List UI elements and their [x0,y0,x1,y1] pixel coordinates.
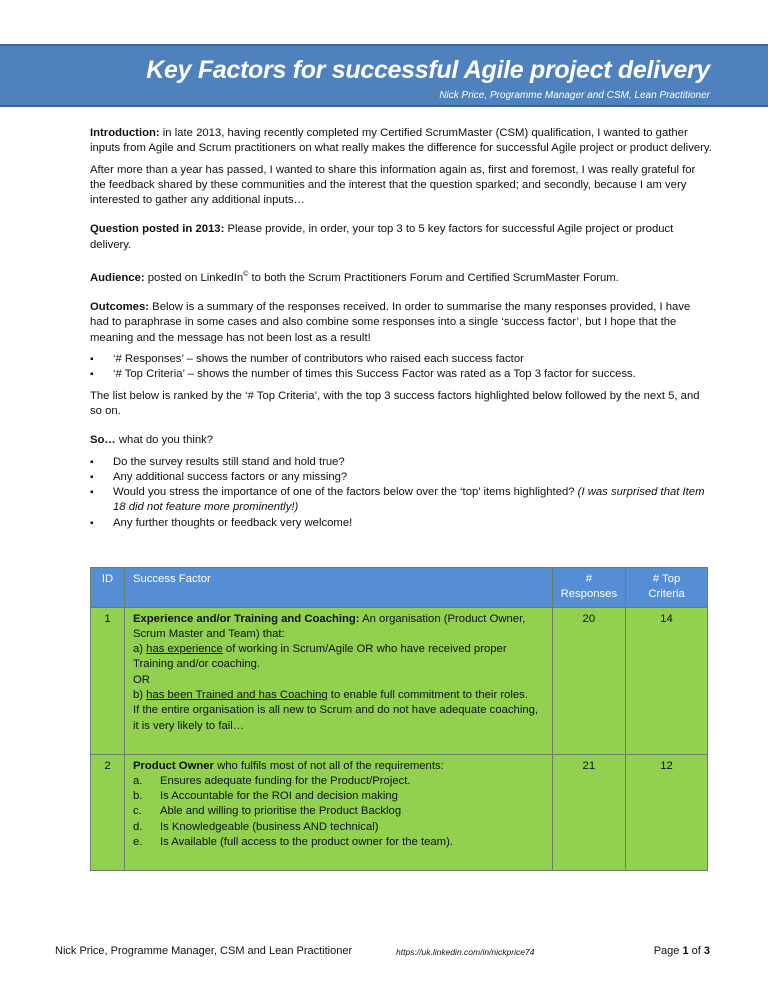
intro-text: in late 2013, having recently completed my Certified ScrumMaster (CSM) qualification, I wanted to gather inputs from Agile and Scrum practitioners on what really makes the difference for successful Agile project or product delivery. [90,127,712,155]
factor-text: a) [132,643,147,656]
factor-text: who fulfils most of not all of the requirements: [213,759,444,772]
document-body [90,126,712,537]
audience-paragraph [90,267,712,286]
header-text: # Top [652,573,681,585]
sub-item-text: Is Available (full access to the product owner for the team). [159,836,453,849]
list-item: ▪ ‘# Responses’ – shows the number of contributors who raised each success factor [90,352,712,367]
total-pages: 3 [703,945,710,957]
intro-paragraph-2: After more than a year has passed, I wanted to share this information again as, first and foremost, I was really grateful for the feedback shared by these communities and the interest that the question sparked; and secondly, because I am very interested to gather any additional inputs… [90,163,696,207]
factor-text: b) [132,689,147,702]
factor-text: If the entire organisation is all new to Scrum and do not have adequate coaching, it is very likely to fail… [132,704,539,732]
list-item: ▪ Any additional success factors or any missing? [90,470,712,485]
outcomes-list [90,352,712,383]
so-text: what do you think? [115,434,214,447]
ranking-paragraph: The list below is ranked by the ‘# Top Criteria’, with the top 3 success factors highlighted below followed by the next 5, and so on. [90,389,700,417]
title-banner [0,44,768,107]
table-row [91,754,708,870]
outcomes-text: Below is a summary of the responses received. In order to summarise the many responses provided, I have had to paraphrase in some cases and also combine some responses into a single ‘success factor’, but I hope that the meaning and the message has not been lost as a result! [90,301,691,344]
sub-item-letter: b. [132,790,143,803]
outcomes-lead: Outcomes: [90,301,150,314]
factor-underlined: has been Trained and has Coaching [146,689,328,702]
table-header-row [91,568,708,608]
sub-item-text: Is Accountable for the ROI and decision making [159,790,398,803]
list-item-text: Would you stress the importance of one of the factors below over the ‘top’ items highlighted? [113,486,575,499]
cell-responses: 21 [552,754,626,870]
questions-list [90,455,712,531]
header-text: Criteria [648,588,685,601]
sub-item-text: Ensures adequate funding for the Product/Project. [159,774,411,787]
sub-item-text: Able and willing to prioritise the Product Backlog [159,805,402,818]
outcomes-paragraph [90,300,712,346]
sub-item [133,835,544,850]
page-number [654,945,710,957]
so-lead: So… [90,434,116,447]
so-paragraph [90,433,712,448]
header-top-criteria [626,568,708,608]
cell-top-criteria: 12 [626,754,708,870]
list-item: ▪ ‘# Top Criteria’ – shows the number of times this Success Factor was rated as a Top 3 factor for success. [90,367,712,382]
header-text: Responses [560,588,618,601]
table-row [91,607,708,754]
sub-item-letter: d. [132,820,143,833]
sub-item [133,774,544,789]
audience-text: posted on LinkedIn [144,271,244,284]
cell-id: 1 [91,607,125,754]
header-responses [552,568,626,608]
factor-lead: Product Owner [132,759,214,772]
current-page: 1 [682,945,689,957]
question-text: Please provide, in order, your top 3 to 5 key factors for successful Agile project or product delivery. [90,223,674,251]
factor-lead: Experience and/or Training and Coaching: [132,612,360,625]
sub-item [133,804,544,819]
sub-item-text: Is Knowledgeable (business AND technical) [159,820,379,833]
header-success-factor: Success Factor [124,568,552,608]
list-item-italic-note: (I was surprised that Item 18 did not feature more prominently!) [113,486,705,514]
list-item: ▪ Any further thoughts or feedback very welcome! [90,516,712,531]
success-factors-table [90,567,708,871]
footer-linkedin-link[interactable]: https://uk.linkedin.com/in/nickprice74 [396,947,535,957]
factor-text: OR [132,673,150,686]
document-subtitle: Nick Price, Programme Manager and CSM, Lean Practitioner [439,90,710,101]
cell-success-factor [124,607,552,754]
sub-item [133,789,544,804]
audience-text-2: to both the Scrum Practitioners Forum and Certified ScrumMaster Forum. [248,271,619,284]
question-lead: Question posted in 2013: [90,223,225,236]
cell-id: 2 [91,754,125,870]
page-of: of [688,945,704,957]
document-title: Key Factors for successful Agile project delivery [146,56,710,84]
factor-text: An organisation (Product Owner, Scrum Master and Team) that: [132,612,526,640]
copyright-mark: © [243,271,249,279]
header-text: # [585,573,592,585]
audience-lead: Audience: [90,271,145,284]
question-paragraph [90,222,712,253]
sub-item-letter: a. [132,774,143,787]
factor-underlined: has experience [146,643,223,656]
cell-success-factor [124,754,552,870]
cell-top-criteria: 14 [626,607,708,754]
header-id: ID [91,568,125,608]
intro-lead: Introduction: [90,127,160,139]
intro-paragraph [90,126,712,157]
sub-item [133,820,544,835]
list-item [90,485,712,516]
cell-responses: 20 [552,607,626,754]
sub-item-letter: e. [132,836,143,849]
page-label: Page [653,945,683,957]
factor-text: of working in Scrum/Agile OR who have received proper Training and/or coaching. [132,643,507,671]
sub-item-letter: c. [132,805,142,818]
list-item: ▪ Do the survey results still stand and hold true? [90,455,712,470]
factor-text: to enable full commitment to their roles. [327,689,528,702]
footer-author: Nick Price, Programme Manager, CSM and Lean Practitioner [55,945,353,957]
